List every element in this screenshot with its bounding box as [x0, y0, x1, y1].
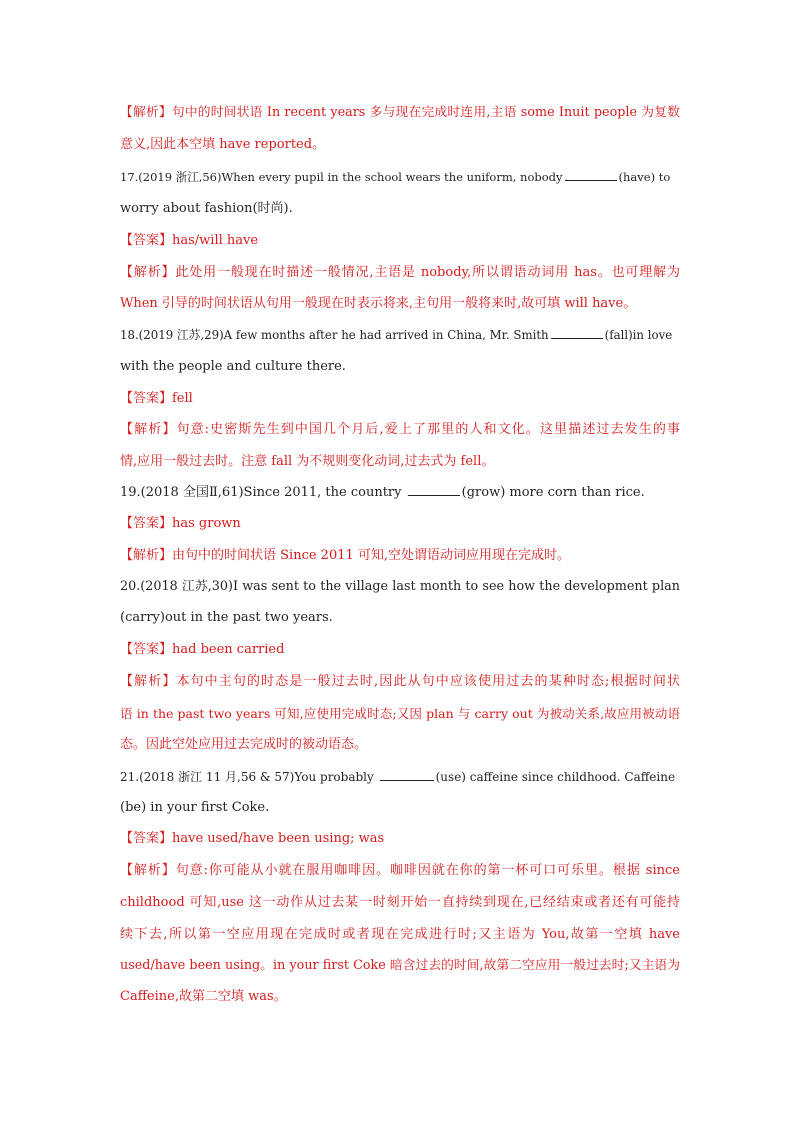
- question-19-line-1: [120, 483, 680, 503]
- analysis-21-line-3: 续下去,所以第一空应用现在完成时或者现在完成进行时;又主语为 You,故第一空填 have: [120, 927, 680, 942]
- answer-18: 【答案】fell: [120, 391, 193, 406]
- question-17-line-2: worry about fashion(时尚).: [120, 201, 293, 216]
- question-18-blank: [551, 326, 603, 339]
- question-19-hint: (grow) more corn than rice.: [461, 485, 645, 500]
- question-21-text: 21.(2018 浙江 11 月,56 & 57)You probably: [120, 770, 374, 784]
- analysis-16-line-1: 【解析】句中的时间状语 In recent years 多与现在完成时连用,主语 some Inuit people 为复数: [120, 105, 680, 120]
- question-17-hint: (have) to: [618, 170, 671, 184]
- answer-19: 【答案】has grown: [120, 516, 241, 531]
- analysis-21-line-4: used/have been using。in your first Coke 暗含过去的时间,故第二空应用一般过去时;又主语为: [120, 958, 680, 973]
- analysis-19: 【解析】由句中的时间状语 Since 2011 可知,空处谓语动词应用现在完成时。: [120, 548, 571, 563]
- question-18-line-2: with the people and culture there.: [120, 359, 346, 374]
- question-17-blank: [565, 168, 617, 181]
- analysis-17-line-1: 【解析】此处用一般现在时描述一般情况,主语是 nobody,所以谓语动词用 has。也可理解为: [120, 265, 680, 280]
- analysis-21-line-2: childhood 可知,use 这一动作从过去某一时刻开始一直持续到现在,已经结束或者还有可能持: [120, 895, 680, 910]
- answer-21: 【答案】have used/have been using; was: [120, 831, 385, 846]
- question-19-text: 19.(2018 全国Ⅱ,61)Since 2011, the country: [120, 485, 402, 500]
- question-21-blank: [380, 768, 434, 781]
- analysis-18-line-1: 【解析】句意:史密斯先生到中国几个月后,爱上了那里的人和文化。这里描述过去发生的事: [120, 422, 680, 437]
- analysis-21-line-1: 【解析】句意:你可能从小就在服用咖啡因。咖啡因就在你的第一杯可口可乐里。根据 since: [120, 863, 680, 878]
- analysis-20-line-2: 语 in the past two years 可知,应使用完成时态;又因 plan 与 carry out 为被动关系,故应用被动语: [120, 706, 680, 721]
- question-21-hint: (use) caffeine since childhood. Caffeine: [435, 770, 676, 784]
- question-21-line-1: [120, 767, 680, 787]
- question-20-line-2: (carry)out in the past two years.: [120, 610, 333, 625]
- analysis-18-line-2: 情,应用一般过去时。注意 fall 为不规则变化动词,过去式为 fell。: [120, 454, 495, 469]
- question-17-line-1: [120, 167, 680, 187]
- analysis-20-line-1: 【解析】本句中主句的时态是一般过去时,因此从句中应该使用过去的某种时态;根据时间状: [120, 674, 680, 689]
- question-17-text: 17.(2019 浙江,56)When every pupil in the school wears the uniform, nobody: [120, 170, 563, 184]
- analysis-21-line-5: Caffeine,故第二空填 was。: [120, 989, 287, 1004]
- analysis-20-line-3: 态。因此空处应用过去完成时的被动语态。: [120, 737, 368, 752]
- answer-17: 【答案】has/will have: [120, 233, 259, 248]
- question-18-hint: (fall)in love: [604, 328, 673, 342]
- analysis-16-line-2: 意义,因此本空填 have reported。: [120, 137, 326, 152]
- analysis-17-line-2: When 引导的时间状语从句用一般现在时表示将来,主句用一般将来时,故可填 will have。: [120, 296, 637, 311]
- question-20-line-1: 20.(2018 江苏,30)I was sent to the village last month to see how the development plan: [120, 579, 680, 594]
- answer-20: 【答案】had been carried: [120, 642, 285, 657]
- question-18-text: 18.(2019 江苏,29)A few months after he had arrived in China, Mr. Smith: [120, 328, 549, 342]
- question-18-line-1: [120, 325, 680, 345]
- question-21-line-2: (be) in your first Coke.: [120, 800, 270, 815]
- question-19-blank: [408, 483, 460, 496]
